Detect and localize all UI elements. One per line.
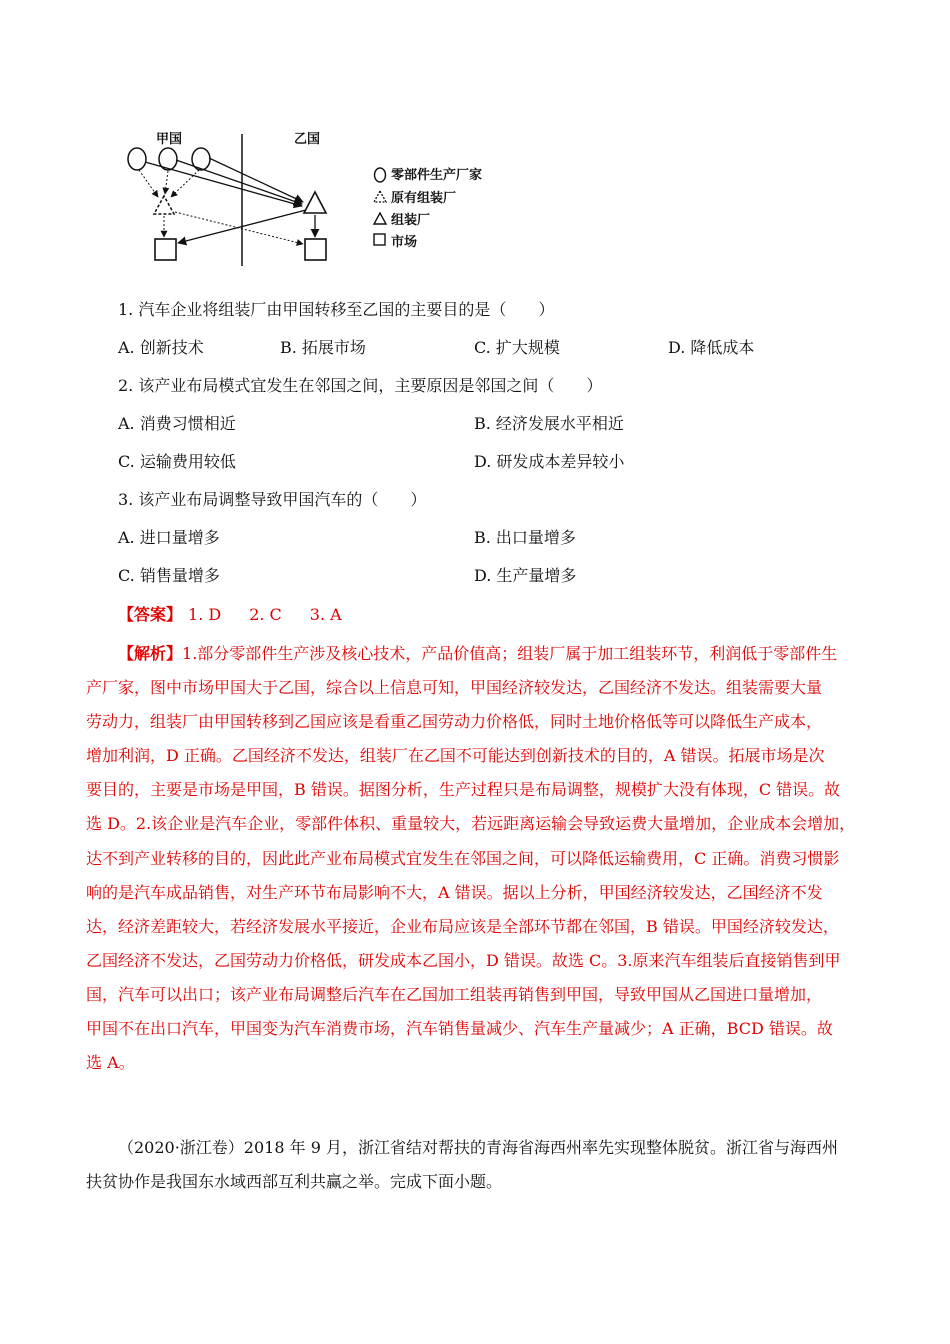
explanation-line: 甲国不在出口汽车，甲国变为汽车消费市场，汽车销售量减少、汽车生产量减少；A 正确，BCD 错误。故 — [86, 1019, 833, 1039]
explanation-line: 产厂家，图中市场甲国大于乙国，综合以上信息可知，甲国经济较发达，乙国经济不发达。组装需要大量 — [86, 678, 823, 698]
explanation-line: 乙国经济不发达，乙国劳动力价格低，研发成本乙国小，D 错误。故选 C。3.原来汽车组装后直接销售到甲 — [86, 950, 841, 970]
market-b-icon — [305, 239, 326, 260]
explanation-line: 达，经济差距较大，若经济发展水平接近，企业布局应该是全部环节都在邻国，B 错误。甲国经济较发达， — [86, 916, 839, 936]
explanation-line — [86, 637, 866, 671]
circle-icon — [375, 168, 386, 182]
question-1-option-a: A. 创新技术 — [118, 338, 204, 357]
legend — [374, 167, 482, 250]
question-1-option-c: C. 扩大规模 — [474, 338, 560, 357]
dotted-arrow — [171, 170, 199, 197]
square-icon — [374, 234, 385, 245]
legend-label: 零部件生产厂家 — [391, 168, 483, 183]
explanation-line: 选 D。2.该企业是汽车企业，零部件体积、重量较大，若远距离运输会导致运费大量增加，企业成本会增加， — [86, 814, 856, 834]
question-3-option-a: A. 进口量增多 — [118, 528, 220, 547]
question-1-option-d: D. 降低成本 — [668, 338, 755, 357]
explanation-line: 国，汽车可以出口；该产业布局调整后汽车在乙国加工组装再销售到甲国，导致甲国从乙国进口量增加， — [86, 984, 823, 1004]
question-3-stem: 3. 该产业布局调整导致甲国汽车的（ ） — [118, 490, 427, 509]
legend-label: 原有组装厂 — [391, 191, 457, 206]
answer-item: 1. D — [188, 605, 222, 624]
industry-layout-diagram — [118, 126, 498, 272]
explanation — [86, 637, 866, 1080]
explanation-line: 劳动力，组装厂由甲国转移到乙国应该是看重乙国劳动力价格低，同时土地价格低等可以降低生产成本， — [86, 712, 823, 732]
explanation-tag: 【解析】 — [118, 644, 183, 663]
dotted-arrow — [165, 171, 168, 194]
explanation-line: 增加利润，D 正确。乙国经济不发达，组装厂在乙国不可能达到创新技术的目的，A 错误。拓展市场是次 — [86, 746, 825, 766]
answer-item: 3. A — [309, 605, 342, 624]
dashed-triangle-icon — [374, 191, 386, 202]
solid-arrow — [176, 160, 302, 204]
answer-line — [118, 604, 342, 626]
market-a-icon — [155, 239, 176, 260]
parts-factory-icon — [128, 148, 146, 170]
explanation-text: 1.部分零部件生产涉及核心技术，产品价值高；组装厂属于加工组装环节，利润低于零部件生 — [182, 644, 838, 663]
original-assembly-plant-icon — [154, 196, 174, 214]
question-1-stem: 1. 汽车企业将组装厂由甲国转移至乙国的主要目的是（ ） — [118, 300, 555, 319]
country-b-label: 乙国 — [294, 132, 321, 147]
next-question-intro — [86, 1131, 866, 1199]
intro-line: （2020·浙江卷）2018 年 9 月，浙江省结对帮扶的青海省海西州率先实现整体脱贫。浙江省与海西州 — [118, 1138, 838, 1157]
question-2-option-d: D. 研发成本差异较小 — [474, 452, 625, 471]
question-2-option-c: C. 运输费用较低 — [118, 452, 236, 471]
answer-item: 2. C — [249, 605, 282, 624]
answer-tag: 【答案】 — [118, 605, 183, 624]
question-1-option-b: B. 拓展市场 — [280, 338, 366, 357]
question-2-option-b: B. 经济发展水平相近 — [474, 414, 624, 433]
intro-line: 扶贫协作是我国东水域西部互利共赢之举。完成下面小题。 — [86, 1172, 503, 1191]
question-3-option-c: C. 销售量增多 — [118, 566, 220, 585]
question-2-option-a: A. 消费习惯相近 — [118, 414, 236, 433]
explanation-line: 响的是汽车成品销售，对生产环节布局影响不大，A 错误。据以上分析，甲国经济较发达，乙国经济不发 — [86, 882, 823, 902]
legend-label: 市场 — [391, 235, 418, 250]
question-2-stem: 2. 该产业布局模式宜发生在邻国之间，主要原因是邻国之间（ ） — [118, 376, 603, 395]
solid-arrow — [145, 162, 302, 206]
solid-arrow — [209, 158, 303, 202]
country-a-label: 甲国 — [156, 132, 183, 147]
explanation-line: 达不到产业转移的目的，因此此产业布局模式宜发生在邻国之间，可以降低运输费用，C 正确。消费习惯影 — [86, 848, 840, 868]
legend-label: 组装厂 — [391, 213, 431, 228]
dotted-arrow — [139, 170, 158, 197]
assembly-plant-icon — [304, 192, 326, 213]
triangle-icon — [374, 213, 386, 224]
question-3-option-b: B. 出口量增多 — [474, 528, 576, 547]
explanation-line: 选 A。 — [86, 1053, 135, 1073]
explanation-line: 要目的，主要是市场是甲国，B 错误。据图分析，生产过程只是布局调整，规模扩大没有体现，C 错误。故 — [86, 780, 841, 800]
question-3-option-d: D. 生产量增多 — [474, 566, 577, 585]
